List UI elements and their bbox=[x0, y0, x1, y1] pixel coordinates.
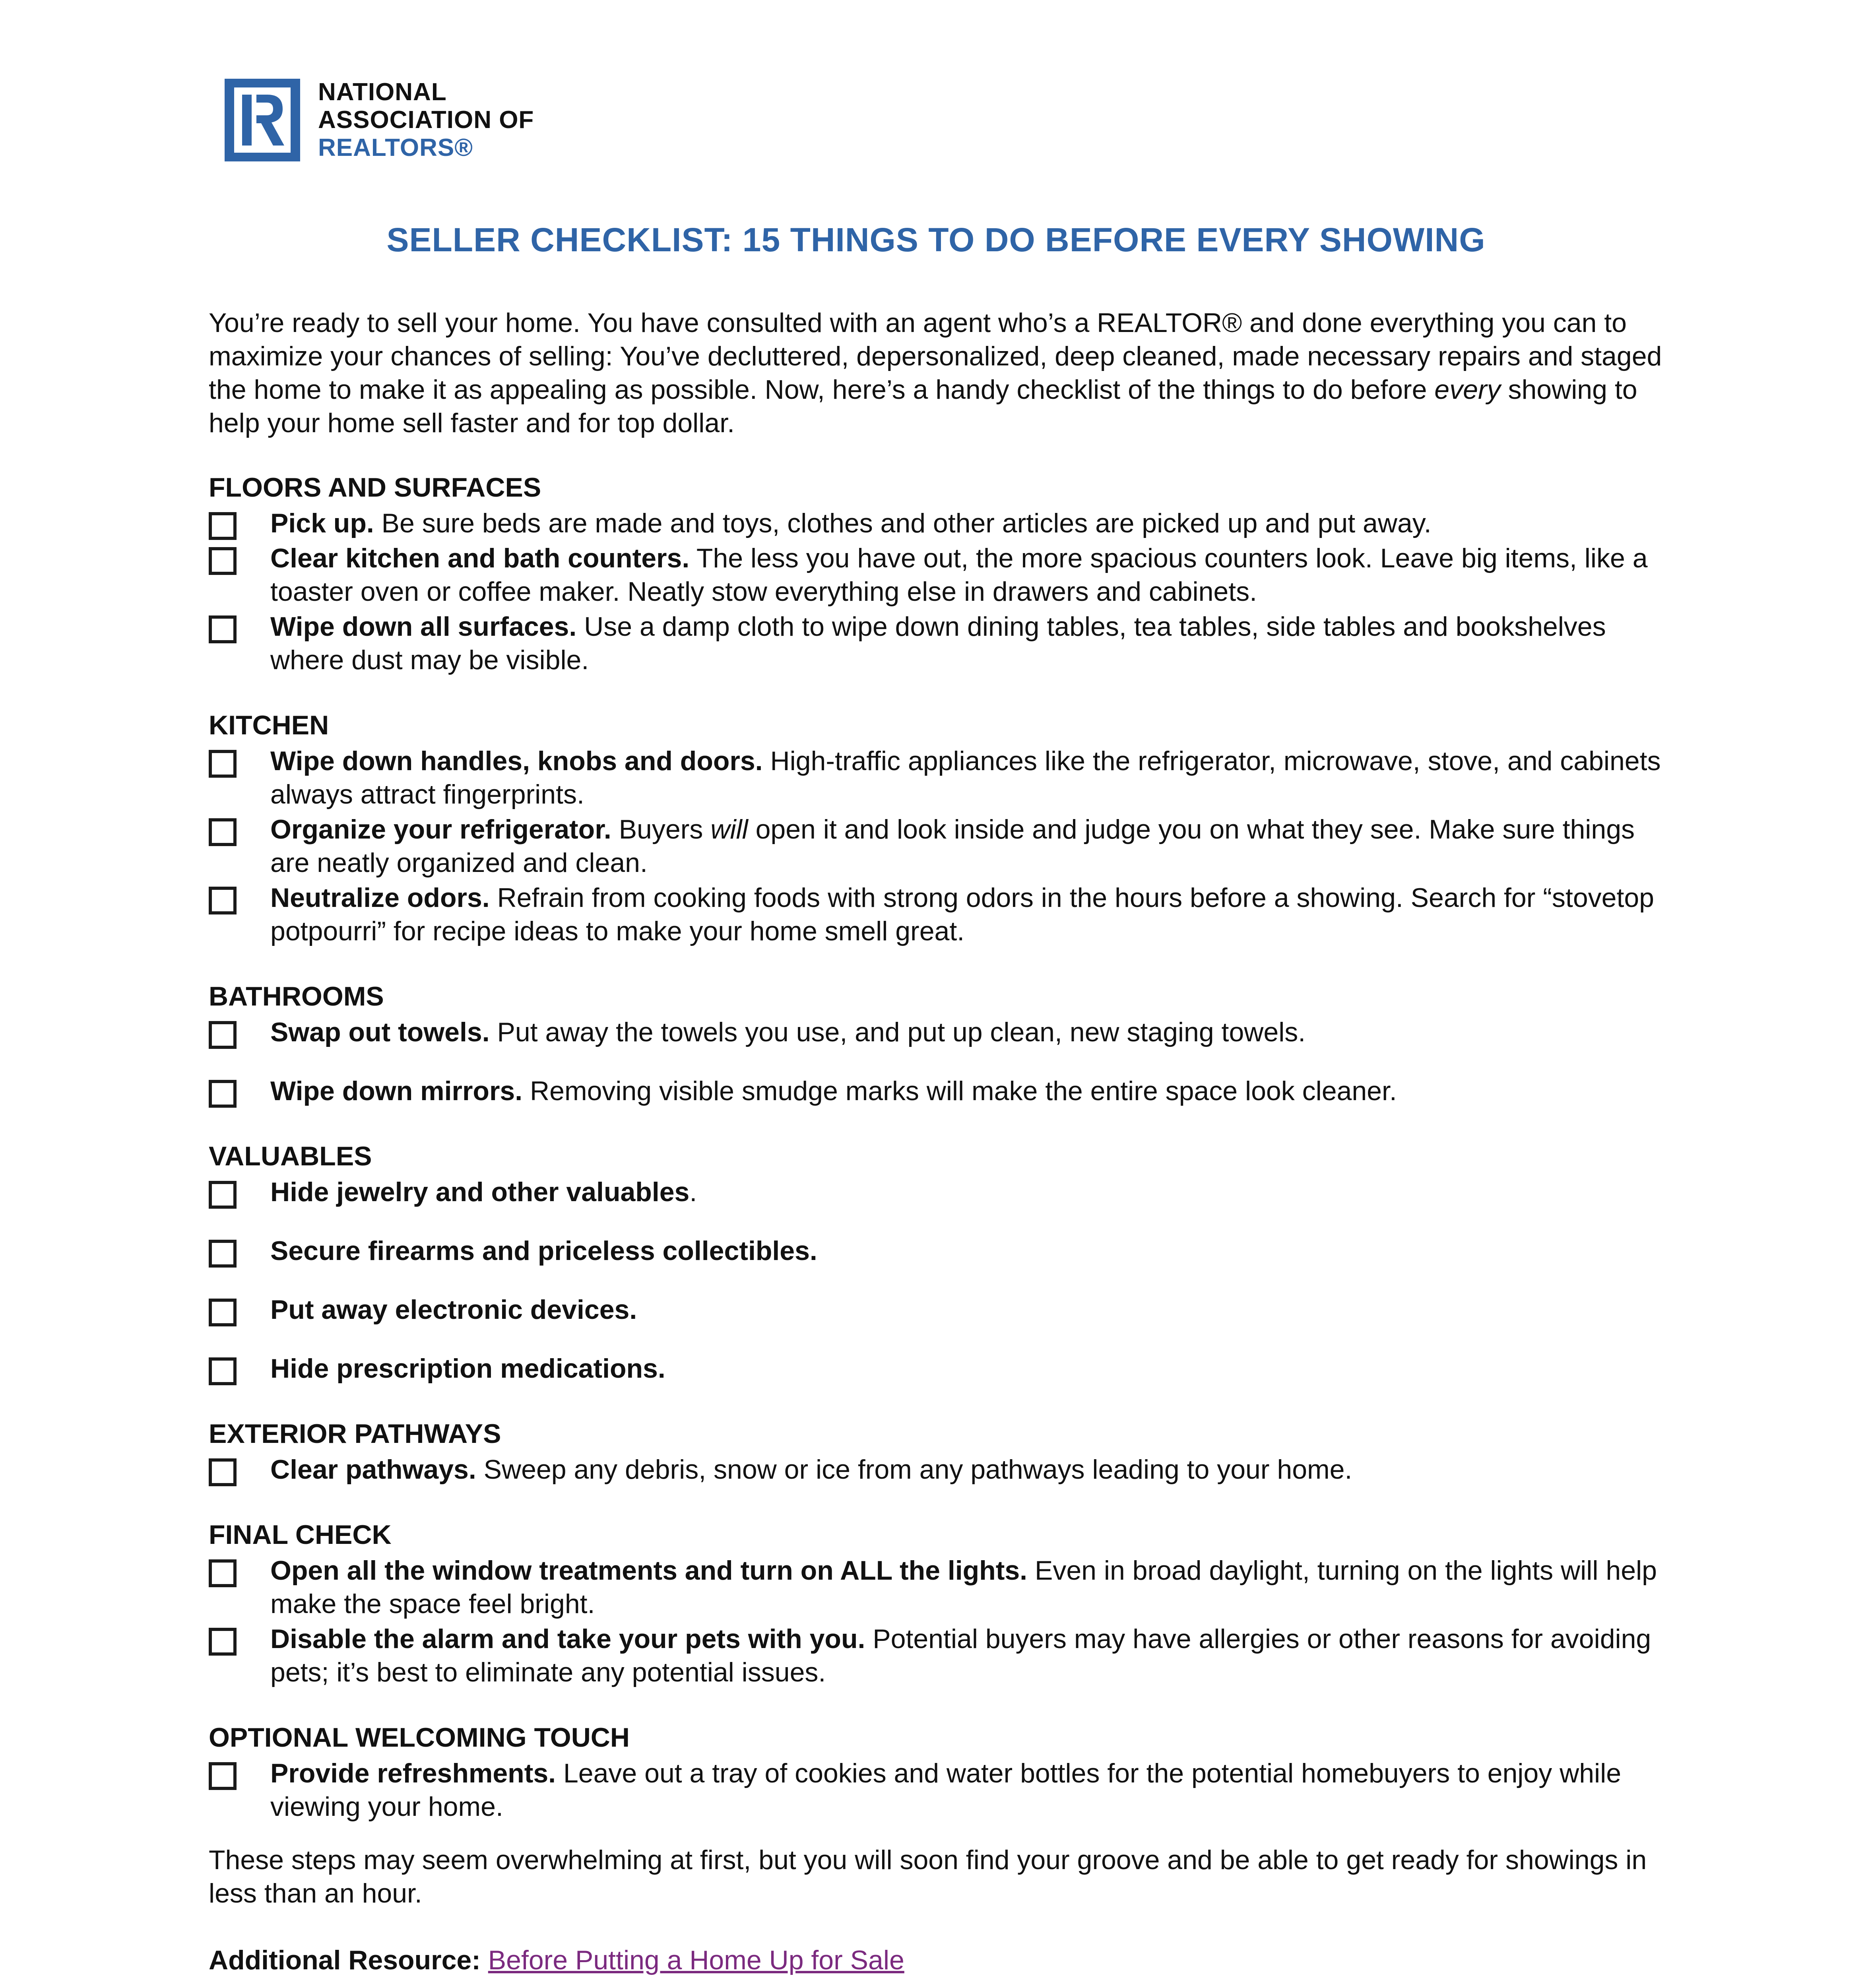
checklist-item-secure-firearms bbox=[209, 1234, 1672, 1268]
item-heading: Put away electronic devices. bbox=[270, 1295, 637, 1325]
logo-line-1: NATIONAL bbox=[318, 78, 447, 106]
checkbox[interactable] bbox=[209, 1628, 237, 1656]
checklist-item-provide-refreshments bbox=[209, 1757, 1672, 1823]
section-title: EXTERIOR PATHWAYS bbox=[209, 1419, 501, 1449]
checkbox[interactable] bbox=[209, 818, 237, 846]
item-heading: Hide jewelry and other valuables bbox=[270, 1177, 690, 1207]
item-text: . bbox=[689, 1177, 697, 1207]
item-heading: Secure firearms and priceless collectibles. bbox=[270, 1236, 817, 1266]
item-text: Even in broad daylight, turning on the lights will help make the space feel bright. bbox=[270, 1555, 1657, 1619]
item-heading: Disable the alarm and take your pets with you. bbox=[270, 1624, 865, 1654]
item-text: High-traffic appliances like the refrigerator, microwave, stove, and cabinets always attract fingerprints. bbox=[270, 746, 1661, 810]
nar-logo bbox=[225, 79, 534, 161]
checkbox[interactable] bbox=[209, 1762, 237, 1790]
checklist-item-wipe-handles bbox=[209, 744, 1672, 811]
checklist-item-organize-refrigerator bbox=[209, 813, 1672, 879]
section-title: VALUABLES bbox=[209, 1141, 372, 1171]
checklist-content bbox=[209, 306, 1672, 1988]
checkbox[interactable] bbox=[209, 750, 237, 778]
intro-text-after: showing to help your home sell faster and for top dollar. bbox=[209, 375, 1637, 438]
section-kitchen bbox=[209, 709, 1672, 948]
item-text: open it and look inside and judge you on what they see. Make sure things are neatly organized and clean. bbox=[270, 814, 1635, 878]
checklist-item-hide-jewelry bbox=[209, 1175, 1672, 1209]
closing-paragraph: These steps may seem overwhelming at first, but you will soon find your groove and be able to get ready for showings in less than an hour. bbox=[209, 1845, 1647, 1908]
item-text: Refrain from cooking foods with strong odors in the hours before a showing. Search for “stovetop potpourri” for recipe ideas to make your home smell great. bbox=[270, 883, 1654, 946]
item-heading: Provide refreshments. bbox=[270, 1758, 556, 1788]
item-heading: Wipe down handles, knobs and doors. bbox=[270, 746, 763, 776]
checkbox[interactable] bbox=[209, 1021, 237, 1049]
item-text: Sweep any debris, snow or ice from any pathways leading to your home. bbox=[476, 1454, 1352, 1485]
checklist-item-pick-up bbox=[209, 507, 1672, 540]
item-heading: Clear kitchen and bath counters. bbox=[270, 543, 690, 573]
checkbox[interactable] bbox=[209, 1559, 237, 1587]
section-valuables bbox=[209, 1140, 1672, 1385]
item-heading: Open all the window treatments and turn on ALL the lights. bbox=[270, 1555, 1028, 1586]
item-text: Be sure beds are made and toys, clothes and other articles are picked up and put away. bbox=[374, 508, 1432, 538]
checklist-item-wipe-mirrors bbox=[209, 1074, 1672, 1108]
section-title: KITCHEN bbox=[209, 710, 329, 740]
checklist-item-electronic-devices bbox=[209, 1293, 1672, 1326]
item-text: The less you have out, the more spacious counters look. Leave big items, like a toaster oven or coffee maker. Neatly stow everything else in drawers and cabinets. bbox=[270, 543, 1648, 607]
logo-line-2: ASSOCIATION OF bbox=[318, 106, 534, 134]
intro-text-before: You’re ready to sell your home. You have consulted with an agent who’s a REALTOR® and done everything you can to maximize your chances of selling: You’ve decluttered, depersonalized, deep cleaned, made necessary repairs and staged the home to make it as appealing as possible. Now, here’s a handy checklist of the things to do before bbox=[209, 308, 1662, 405]
item-text: Removing visible smudge marks will make the entire space look cleaner. bbox=[522, 1076, 1397, 1106]
item-heading: Hide prescription medications. bbox=[270, 1353, 665, 1384]
resource-label: Additional Resource: bbox=[209, 1945, 481, 1975]
page-title: SELLER CHECKLIST: 15 THINGS TO DO BEFORE EVERY SHOWING bbox=[386, 221, 1486, 258]
additional-resource bbox=[209, 1943, 1672, 1977]
checkbox[interactable] bbox=[209, 512, 237, 540]
checkbox[interactable] bbox=[209, 1080, 237, 1108]
section-exterior-pathways bbox=[209, 1417, 1672, 1486]
checkbox[interactable] bbox=[209, 1357, 237, 1385]
checkbox[interactable] bbox=[209, 547, 237, 575]
checkbox[interactable] bbox=[209, 1299, 237, 1326]
checklist-item-clear-pathways bbox=[209, 1453, 1672, 1486]
item-emphasis: will bbox=[710, 814, 748, 845]
checklist-item-prescription-medications bbox=[209, 1352, 1672, 1385]
checklist-item-wipe-surfaces bbox=[209, 610, 1672, 677]
item-text: Potential buyers may have allergies or other reasons for avoiding pets; it’s best to eliminate any potential issues. bbox=[270, 1624, 1651, 1687]
resource-link[interactable]: Before Putting a Home Up for Sale bbox=[488, 1945, 904, 1975]
section-final-check bbox=[209, 1518, 1672, 1689]
item-heading: Clear pathways. bbox=[270, 1454, 476, 1485]
section-title: FINAL CHECK bbox=[209, 1520, 392, 1550]
section-title: BATHROOMS bbox=[209, 981, 384, 1011]
section-bathrooms bbox=[209, 980, 1672, 1108]
logo-line-3: REALTORS® bbox=[318, 134, 473, 161]
checkbox[interactable] bbox=[209, 1181, 237, 1209]
checklist-item-swap-towels bbox=[209, 1015, 1672, 1049]
checklist-item-clear-counters bbox=[209, 542, 1672, 608]
item-heading: Neutralize odors. bbox=[270, 883, 490, 913]
checkbox[interactable] bbox=[209, 1240, 237, 1268]
item-text: Leave out a tray of cookies and water bottles for the potential homebuyers to enjoy while viewing your home. bbox=[270, 1758, 1622, 1822]
checklist-item-neutralize-odors bbox=[209, 881, 1672, 948]
item-text-before: Buyers bbox=[611, 814, 711, 845]
item-heading: Wipe down all surfaces. bbox=[270, 612, 577, 642]
logo-wordmark bbox=[318, 78, 534, 162]
checkbox[interactable] bbox=[209, 887, 237, 914]
item-heading: Organize your refrigerator. bbox=[270, 814, 611, 845]
item-text: Put away the towels you use, and put up clean, new staging towels. bbox=[489, 1017, 1306, 1047]
item-heading: Pick up. bbox=[270, 508, 374, 538]
item-heading: Swap out towels. bbox=[270, 1017, 490, 1047]
section-optional-welcoming-touch bbox=[209, 1721, 1672, 1823]
realtor-r-logo-icon bbox=[225, 79, 300, 161]
intro-emphasis: every bbox=[1434, 375, 1501, 405]
item-heading: Wipe down mirrors. bbox=[270, 1076, 523, 1106]
intro-paragraph bbox=[209, 306, 1672, 440]
section-title: OPTIONAL WELCOMING TOUCH bbox=[209, 1722, 630, 1753]
checklist-item-disable-alarm bbox=[209, 1622, 1672, 1689]
checkbox[interactable] bbox=[209, 1458, 237, 1486]
section-floors-and-surfaces bbox=[209, 471, 1672, 677]
item-text: Use a damp cloth to wipe down dining tables, tea tables, side tables and bookshelves where dust may be visible. bbox=[270, 612, 1606, 675]
checklist-item-open-window-treatments bbox=[209, 1554, 1672, 1621]
checkbox[interactable] bbox=[209, 615, 237, 643]
section-title: FLOORS AND SURFACES bbox=[209, 472, 541, 503]
